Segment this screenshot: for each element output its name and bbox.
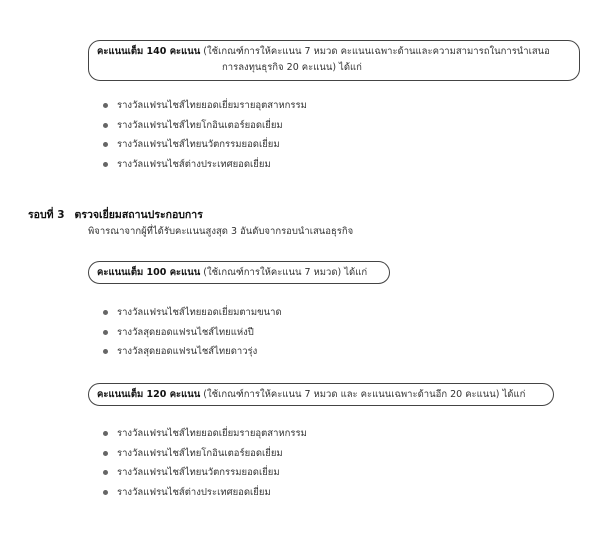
score-box-text: (ใช้เกณฑ์การให้คะแนน 7 หมวด และ คะแนนเฉพาะด้านอีก 20 คะแนน) ได้แก่ [200, 389, 526, 400]
award-list-120 [103, 424, 307, 502]
round-title: ตรวจเยี่ยมสถานประกอบการ [74, 209, 203, 221]
score-box-text: (ใช้เกณฑ์การให้คะแนน 7 หมวด) ได้แก่ [200, 267, 368, 278]
score-box-text: (ใช้เกณฑ์การให้คะแนน 7 หมวด คะแนนเฉพาะด้านและความสามารถในการนำเสนอ [200, 46, 550, 57]
list-item: รางวัลแฟรนไชส์ไทยนวัตกรรมยอดเยี่ยม [103, 463, 307, 483]
list-item: รางวัลแฟรนไชส์ต่างประเทศยอดเยี่ยม [103, 155, 307, 175]
award-list-100 [103, 303, 282, 362]
list-item: รางวัลแฟรนไชส์ไทยโกอินเตอร์ยอดเยี่ยม [103, 116, 307, 136]
list-item: รางวัลแฟรนไชส์ไทยนวัตกรรมยอดเยี่ยม [103, 135, 307, 155]
list-item: รางวัลสุดยอดแฟรนไชส์ไทยดาวรุ่ง [103, 342, 282, 362]
score-box-100 [88, 261, 390, 284]
list-item: รางวัลแฟรนไชส์ไทยยอดเยี่ยมตามขนาด [103, 303, 282, 323]
score-box-140 [88, 40, 580, 81]
score-box-120 [88, 383, 554, 406]
score-box-bold: คะแนนเต็ม 140 คะแนน [97, 46, 201, 57]
list-item: รางวัลแฟรนไชส์ต่างประเทศยอดเยี่ยม [103, 483, 307, 503]
list-item: รางวัลแฟรนไชส์ไทยยอดเยี่ยมรายอุตสาหกรรม [103, 424, 307, 444]
score-box-bold: คะแนนเต็ม 100 คะแนน [97, 267, 201, 278]
score-box-text-line2: การลงทุนธุรกิจ 20 คะแนน) ได้แก่ [222, 62, 362, 73]
list-item: รางวัลสุดยอดแฟรนไชส์ไทยแห่งปี [103, 323, 282, 343]
round-label: รอบที่ 3 [28, 209, 65, 221]
round-heading [28, 206, 203, 223]
round-description: พิจารณาจากผู้ที่ได้รับคะแนนสูงสุด 3 อันดับจากรอบนำเสนอธุรกิจ [88, 226, 354, 237]
list-item: รางวัลแฟรนไชส์ไทยยอดเยี่ยมรายอุตสาหกรรม [103, 96, 307, 116]
list-item: รางวัลแฟรนไชส์ไทยโกอินเตอร์ยอดเยี่ยม [103, 444, 307, 464]
score-box-bold: คะแนนเต็ม 120 คะแนน [97, 389, 201, 400]
award-list-140 [103, 96, 307, 174]
